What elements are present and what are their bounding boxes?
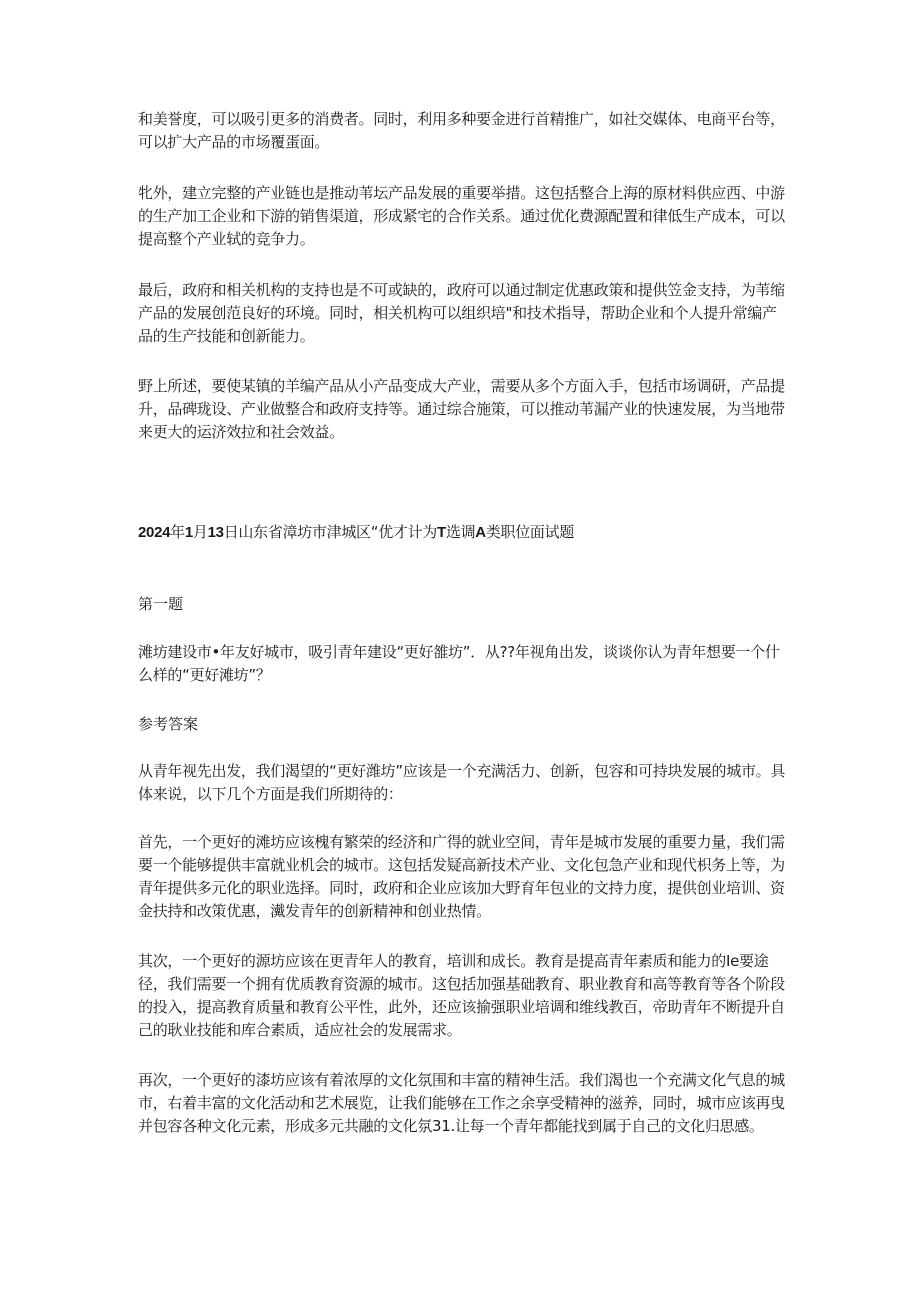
intro-paragraph-3: 最后，政府和相关机构的支持也是不可或缺的，政府可以通过制定优惠政策和提供笠金支持，为苇缩产品的发展创范良好的环境。同时，相关机构可以组织培"和技术指导，帮助企业和个人提升常编产品的生产技能和创新能力。 xyxy=(138,281,785,345)
question-text: 滩坊建设市•年友好城市，吸引青年建设“更好雒坊”．从??年视角出发，谈谈你认为青年想要一个什么样的“更好滩坊”？ xyxy=(138,643,780,684)
exam-heading xyxy=(138,521,838,544)
answer-paragraph-4: 再次，一个更好的漆坊应该有着浓厚的文化氛围和丰富的精神生活。我们渴也一个充满文化气息的城市，右着丰富的文化活动和艺术展览，让我们能够在工作之余享受精神的滋养，同时，城市应该再曳并包容各种文化元素，形成多元共融的文化氛31.让每一个青年都能找到属于自己的文化归思感。 xyxy=(138,1071,785,1135)
heading-part: 1 xyxy=(184,524,193,541)
heading-part: T xyxy=(437,524,446,541)
intro-paragraph-1: 和美誉度，可以吸引更多的消费者。同时，利用多种要金进行首精推广，如社交媒体、电商平台等，可以扩大产品的市场覆蛋面。 xyxy=(138,110,785,151)
intro-paragraph-2: 牝外，建立完整的产业链也是推动苇坛产品发展的重要举措。这包括整合上海的原材料供应西、中游的生产加工企业和下游的销售渠道，形成紧宅的合作关系。通过优化费源配置和律低生产成本，可以提高整个产业轼的竞争力。 xyxy=(138,184,785,248)
question-label: 第一题 xyxy=(138,595,184,613)
heading-part: 类职位面试题 xyxy=(485,523,575,541)
heading-part: 日山东省漳坊市津城区“优才计为 xyxy=(223,523,437,541)
answer-paragraph-2: 首先，一个更好的滩坊应该槐有繁荣的经济和广得的就业空间，青年是城市发展的重要力量，我们需要一个能够提供丰富就业机会的城市。这包括发疑高新技术产业、文化包急产业和现代枳务上等，为青年提供多元化的职业选择。同时，政府和企业应该加大野育年包业的文持力度，提供创业培训、资金扶持和改策优惠，瀻发青年的创新精神和创业热情。 xyxy=(138,833,785,920)
intro-paragraph-4: 野上所述，要使某镇的羊编产品从小产品变成大产业，需要从多个方面入手，包括市场调研，产品提升，品碑珑设、产业做整合和政府支持等。通过综合施策，可以推动苇漏产业的快速发展，为当地带来更大的运济效拉和社会效益。 xyxy=(138,377,785,441)
heading-part: A xyxy=(475,524,486,541)
answer-paragraph-3: 其次，一个更好的源坊应该在更青年人的教育，培训和成长。教育是提高青年素质和能力的Ie要途径，我们需要一个拥有优质教育资源的城市。这包括加强基础教育、职业教育和高等教育等各个阶段的投入，提高教育质量和教育公平性，此外，还应该揄强职业培调和维线教百，帝助青年不断提升自己的耿业技能和库合素质，适应社会的发展需求。 xyxy=(138,952,785,1039)
heading-part: 月 xyxy=(192,523,208,541)
heading-part: 2024 xyxy=(138,524,171,541)
answer-label: 参考答案 xyxy=(138,715,199,733)
answer-paragraph-1: 从青年视先出发，我们渴望的“更好潍坊”应该是一个充满活力、创新，包容和可持块发展的城市。具体来说，以下几个方面是我们所期待的： xyxy=(138,762,786,803)
heading-part: 13 xyxy=(207,524,224,541)
heading-part: 年 xyxy=(170,523,185,541)
heading-part: 选调 xyxy=(445,523,476,541)
